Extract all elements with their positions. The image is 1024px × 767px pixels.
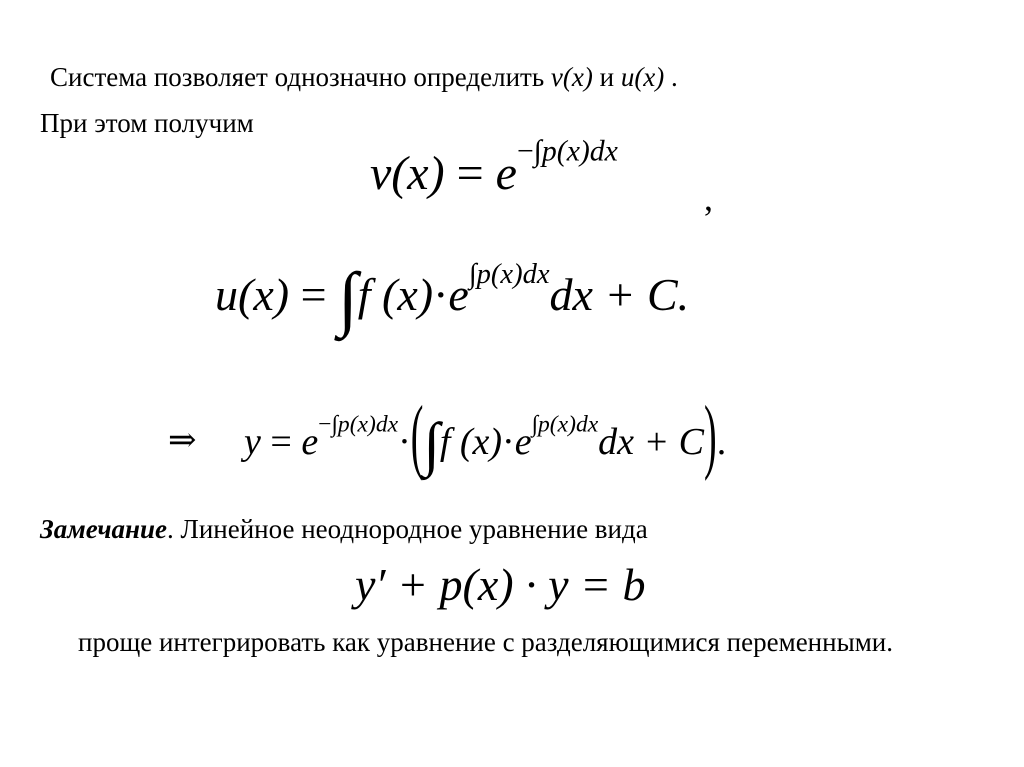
intro-line: [50, 64, 678, 91]
intro-and: и: [599, 62, 621, 92]
formula-u-integral: ∫: [338, 258, 358, 338]
implies-arrow-icon: ⇒: [168, 422, 197, 459]
formula-u-exp-integral: ∫: [468, 258, 477, 290]
formula-y-base-2: e: [514, 421, 532, 463]
formula-y-f: f (x): [439, 421, 503, 463]
formula-y-period: .: [716, 421, 727, 463]
formula-y-exp2-body: p(x)dx: [538, 411, 599, 438]
formula-v-equals: =: [444, 147, 496, 200]
formula-u-exp-body: p(x)dx: [476, 258, 550, 290]
formula-v-exp-integral: ∫: [533, 134, 542, 168]
formula-v-base: e: [495, 147, 517, 200]
remark-conclusion: проще интегрировать как уравнение с разделяющимися переменными.: [78, 627, 893, 657]
formula-y-left-paren: (: [410, 390, 424, 483]
formula-linear-equation: y′ + p(x) · y = b: [355, 559, 646, 610]
formula-y-exp-integral: ∫: [331, 411, 338, 438]
formula-y-exp2-integral: ∫: [531, 411, 539, 438]
remark-line: [40, 516, 648, 543]
intro-v-formula: v(x): [550, 62, 593, 92]
formula-u-base: e: [448, 269, 469, 320]
formula-y-equals: =: [260, 421, 302, 463]
intro-period: .: [671, 62, 678, 92]
formula-y-dot: ·: [398, 421, 411, 463]
formula-u-dot: ·: [433, 269, 449, 320]
formula-u-equals: =: [289, 269, 339, 320]
formula-y-right-paren: ): [704, 390, 717, 483]
intro-u-formula: u(x): [620, 62, 665, 92]
formula-y-lhs: y: [244, 421, 261, 463]
formula-y: [244, 390, 727, 483]
formula-v-exp-body: p(x)dx: [541, 134, 618, 168]
formula-y-tail: dx + C: [598, 421, 705, 463]
remark-label: Замечание: [40, 514, 168, 544]
formula-y-integral: ∫: [423, 411, 440, 477]
formula-u-f: f (x): [357, 269, 434, 320]
formula-v: [370, 134, 618, 200]
formula-y-base: e: [301, 421, 319, 463]
formula-v-lhs: v(x): [370, 147, 445, 200]
formula-y-exp-minus: −: [318, 411, 332, 438]
formula-v-exp-minus: −: [516, 134, 534, 168]
result-intro: При этом получим: [40, 108, 254, 138]
intro-text: Система позволяет однозначно определить: [50, 62, 551, 92]
remark-text: . Линейное неоднородное уравнение вида: [167, 514, 648, 544]
formula-u: [215, 258, 690, 338]
formula-v-comma: ,: [704, 178, 713, 218]
formula-y-dot-2: ·: [502, 421, 515, 463]
formula-u-lhs: u(x): [215, 269, 290, 320]
formula-y-exp-body: p(x)dx: [337, 411, 399, 438]
formula-u-tail: dx + C.: [549, 269, 690, 320]
